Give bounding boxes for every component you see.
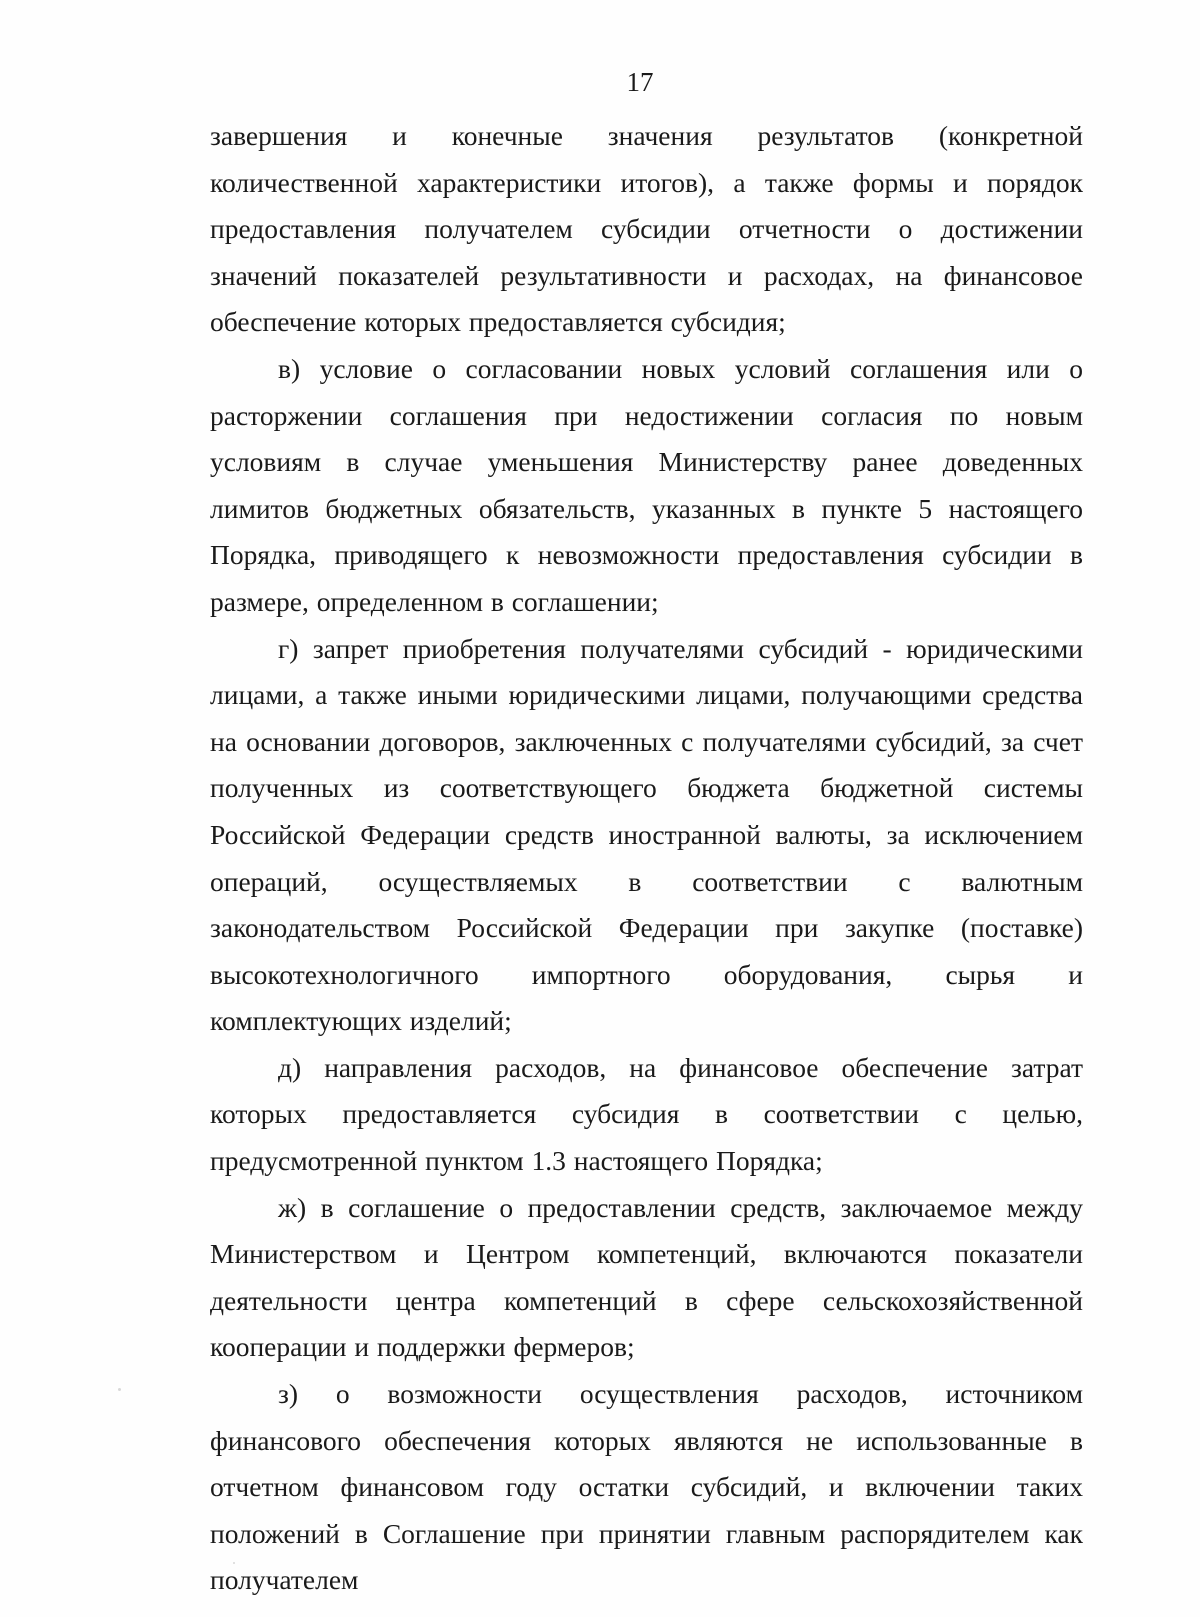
- paragraph-item-g: г) запрет приобретения получателями субсидий - юридическими лицами, а также иными юридическими лицами, получающими средства на основании договоров, заключенных с получателями субсидий, за счет полученных из соответствующего бюджета бюджетной системы Российской Федерации средств иностранной валюты, за исключением операций, осуществляемых в соответствии с валютным законодательством Российской Федерации при закупке (поставке) высокотехнологичного импортного оборудования, сырья и комплектующих изделий;: [210, 632, 1083, 1037]
- paragraph-item-v: в) условие о согласовании новых условий соглашения или о расторжении соглашения при недостижении согласия по новым условиям в случае уменьшения Министерству ранее доведенных лимитов бюджетных обязательств, указанных в пункте 5 настоящего Порядка, приводящего к невозможности предоставления субсидии в размере, определенном в соглашении;: [210, 352, 1083, 617]
- paragraph-item-d: д) направления расходов, на финансовое обеспечение затрат которых предоставляется субсидия в соответствии с целью, предусмотренной пунктом 1.3 настоящего Порядка;: [210, 1051, 1083, 1177]
- scan-speck: [118, 1388, 121, 1391]
- scan-speck: [233, 1562, 235, 1564]
- document-body: [210, 113, 1083, 1604]
- paragraph-item-zh: ж) в соглашение о предоставлении средств, заключаемое между Министерством и Центром компетенций, включаются показатели деятельности центра компетенций в сфере сельскохозяйственной кооперации и поддержки фермеров;: [210, 1191, 1083, 1363]
- page-number: 17: [626, 67, 654, 97]
- paragraph-item-z: з) о возможности осуществления расходов, источником финансового обеспечения которых являются не использованные в отчетном финансовом году остатки субсидий, и включении таких положений в Соглашение при принятии главным распорядителем как получателем: [210, 1378, 1083, 1596]
- paragraph-continuation: завершения и конечные значения результатов (конкретной количественной характеристики итогов), а также формы и порядок предоставления получателем субсидии отчетности о достижении значений показателей результативности и расходах, на финансовое обеспечение которых предоставляется субсидия;: [210, 120, 1083, 338]
